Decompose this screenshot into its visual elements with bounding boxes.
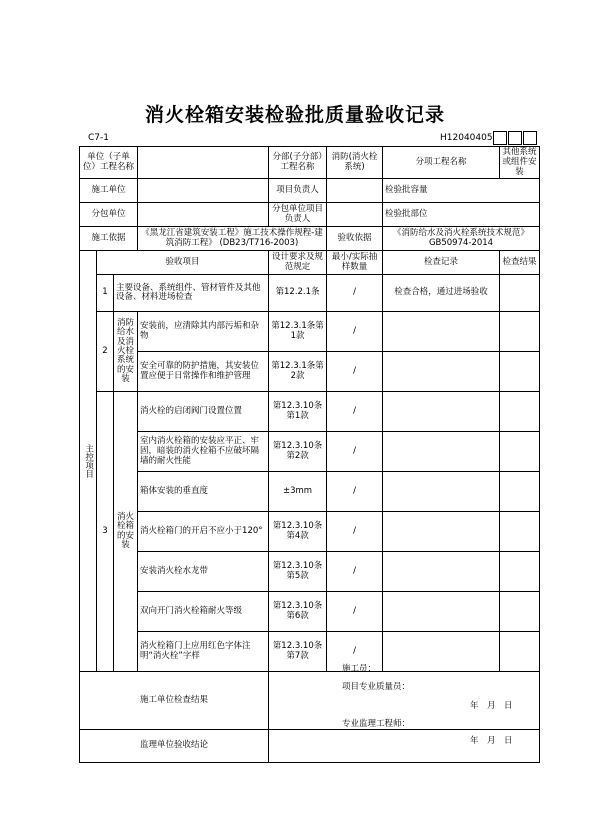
basis-value: 《黑龙江省建筑安装工程》施工技术操作规程-建筑消防工程》 (DB23/T716-2003) — [138, 227, 327, 251]
subunit-label: 分部(子分部）工程名称 — [269, 147, 327, 179]
item-label-cell — [383, 147, 500, 179]
project-manager-label: 项目负责人 — [269, 179, 327, 203]
row-result[interactable] — [500, 512, 540, 552]
row-design: 第12.3.1条第2款 — [269, 352, 327, 392]
row-sample: / — [327, 632, 383, 672]
construction-unit-value[interactable] — [138, 179, 269, 203]
row-result[interactable] — [500, 632, 540, 672]
row-text: 消火栓箱门的开启不应小于120° — [138, 512, 269, 552]
row-record[interactable] — [383, 432, 500, 472]
row-design: 第12.3.10条第5款 — [269, 552, 327, 592]
row-record[interactable] — [383, 392, 500, 432]
row-design: 第12.3.10条第6款 — [269, 592, 327, 632]
row-result[interactable] — [500, 552, 540, 592]
unit-value[interactable] — [138, 147, 269, 179]
col-result: 检查结果 — [500, 251, 540, 275]
row-design: 第12.3.10条第4款 — [269, 512, 327, 552]
quality-officer-label: 项目专业质量员： — [342, 682, 411, 692]
row-sample: / — [327, 392, 383, 432]
acceptance-value: 《消防给水及消火栓系统技术规范》GB50974-2014 — [383, 227, 540, 251]
form-code: C7-1 — [88, 133, 109, 143]
row-result[interactable] — [500, 312, 540, 352]
row-result[interactable] — [500, 352, 540, 392]
sub-manager-label: 分包单位项目负责人 — [269, 203, 327, 227]
item-value: 其他系统或组件安装 — [500, 147, 540, 179]
engineer-label: 专业监理工程师： — [342, 719, 411, 729]
row-sample: / — [327, 275, 383, 312]
row-sample: / — [327, 432, 383, 472]
main-items-label: 主控项目 — [80, 251, 97, 672]
row-text: 双向开门消火栓箱耐火等级 — [138, 592, 269, 632]
col-design: 设计要求及规范规定 — [269, 251, 327, 275]
item-label: 分项工程名称 — [415, 156, 467, 167]
construction-date: 年 月 日 — [470, 701, 513, 711]
row-sample: / — [327, 592, 383, 632]
row-sample: / — [327, 352, 383, 392]
row-no: 2 — [97, 312, 114, 392]
row-sample: / — [327, 512, 383, 552]
construction-unit-label: 施工单位 — [80, 179, 138, 203]
group-label: 消防给水及消火栓系统的安装 — [114, 312, 138, 392]
row-record[interactable] — [383, 312, 500, 352]
row-design: 第12.2.1条 — [269, 275, 327, 312]
supervision-label: 监理单位验收结论 — [80, 730, 269, 763]
row-design: 第12.3.10条第1款 — [269, 392, 327, 432]
row-text: 消火栓箱门上应用红色字体注明“消火栓”字样 — [138, 632, 269, 672]
col-item: 验收项目 — [97, 251, 269, 275]
row-record[interactable] — [383, 472, 500, 512]
project-manager-value[interactable] — [327, 179, 383, 203]
construction-check-label: 施工单位检查结果 — [80, 672, 269, 730]
row-record[interactable] — [383, 512, 500, 552]
row-design: ±3mm — [269, 472, 327, 512]
subunit-value: 消防(消火栓系统) — [327, 147, 383, 179]
group-label: 消火栓箱的安装 — [114, 392, 138, 672]
row-sample: / — [327, 552, 383, 592]
row-result[interactable] — [500, 275, 540, 312]
basis-label: 施工依据 — [80, 227, 138, 251]
batch-location-label: 检验批部位 — [383, 203, 540, 227]
constructor-label: 施工员： — [342, 664, 377, 674]
row-result[interactable] — [500, 592, 540, 632]
row-design: 第12.3.10条第7款 — [269, 632, 327, 672]
row-text: 主要设备、系统组件、管材管件及其他设备、材料进场检查 — [114, 275, 269, 312]
row-design: 第12.3.1条第1款 — [269, 312, 327, 352]
number-boxes[interactable] — [493, 131, 538, 145]
row-text: 室内消火栓箱的安装应平正、牢固，暗装的消火栓箱不应破坏隔墙的耐火性能 — [138, 432, 269, 472]
row-result[interactable] — [500, 392, 540, 432]
row-text: 安全可靠的防护措施，其安装位置应便于日常操作和维护管理 — [138, 352, 269, 392]
acceptance-label: 验收依据 — [327, 227, 383, 251]
row-record: 检查合格，通过进场验收 — [383, 275, 500, 312]
sub-unit-value[interactable] — [138, 203, 269, 227]
col-record: 检查记录 — [383, 251, 500, 275]
row-record[interactable] — [383, 632, 500, 672]
row-sample: / — [327, 472, 383, 512]
inspection-table — [79, 146, 540, 763]
row-text: 箱体安装的垂直度 — [138, 472, 269, 512]
row-record[interactable] — [383, 352, 500, 392]
row-no: 1 — [97, 275, 114, 312]
row-sample: / — [327, 312, 383, 352]
sub-unit-label: 分包单位 — [80, 203, 138, 227]
row-result[interactable] — [500, 472, 540, 512]
doc-number: H12040405 — [440, 133, 493, 143]
row-result[interactable] — [500, 432, 540, 472]
row-text: 安装前，应清除其内部污垢和杂物 — [138, 312, 269, 352]
unit-label: 单位（子单位）工程名称 — [80, 147, 138, 179]
supervision-date: 年 月 日 — [470, 736, 513, 746]
row-record[interactable] — [383, 592, 500, 632]
row-record[interactable] — [383, 552, 500, 592]
sub-manager-value[interactable] — [327, 203, 383, 227]
row-text: 消火栓的启闭阀门设置位置 — [138, 392, 269, 432]
row-design: 第12.3.10条第2款 — [269, 432, 327, 472]
col-sample: 最小/实际抽样数量 — [327, 251, 383, 275]
row-no: 3 — [97, 392, 114, 672]
row-text: 安装消火栓水龙带 — [138, 552, 269, 592]
batch-capacity-label: 检验批容量 — [383, 179, 540, 203]
page-title: 消火栓箱安装检验批质量验收记录 — [144, 104, 445, 126]
